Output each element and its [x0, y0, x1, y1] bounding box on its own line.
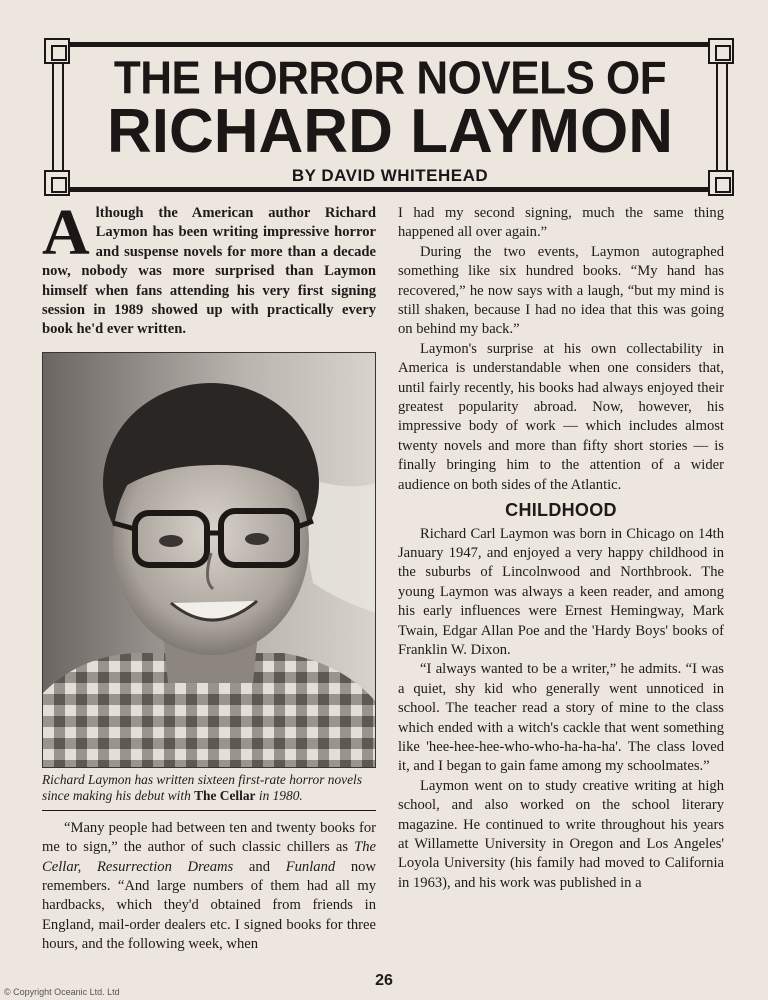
article-title-line2: RICHARD LAYMON — [106, 97, 674, 166]
section-heading: CHILDHOOD — [505, 500, 617, 521]
article-title-line1: THE HORROR NOVELS OF — [113, 52, 667, 105]
drop-cap: A — [42, 196, 90, 269]
left-column — [42, 196, 376, 955]
intro-text: lthough the American author Richard Laymon has been writing impressive horror and suspense novels for more than a decade now, nobody was more surprised than Laymon himself when fans attending his very first signing session in 1989 showed up with practically every book he'd ever written. — [42, 205, 376, 338]
body-paragraph: During the two events, Laymon autographed something like six hundred books. “My hand has recovered,” he now says with a laugh, “but my mind is still shaken, because I had no idea that this was going on behind my back.” — [398, 243, 724, 338]
right-column — [398, 204, 724, 893]
author-photo — [42, 352, 376, 768]
left-body-paragraph: “Many people had between ten and twenty books for me to sign,” the author of such classic chillers as The Cellar, Resurrection Dreams and Funland now remembers. “And large numbers of them had all my hardbacks, which they'd obtained from friends in England, mail-order dealers etc. I signed books for three hours, and the following week, when — [42, 819, 376, 953]
byline: BY DAVID WHITEHEAD — [291, 166, 489, 185]
body-paragraph: I had my second signing, much the same thing happened all over again.” — [398, 205, 724, 241]
body-paragraph: Richard Carl Laymon was born in Chicago on 14th January 1947, and enjoyed a very happy childhood in the suburbs of Lincolnwood and Northbrook. The young Laymon was always a keen reader, and among his early influences were Ernest Hemingway, Mark Twain, Edgar Allan Poe and the 'Hardy Boys' books of Franklin W. Dixon. — [398, 525, 724, 658]
copyright-notice: © Copyright Oceanic Ltd. Ltd — [4, 987, 120, 997]
intro-paragraph — [42, 196, 376, 340]
body-paragraph: “I always wanted to be a writer,” he admits. “I was a quiet, shy kid who generally went unnoticed in school. The teacher read a story of mine to the class which ended with a witch's cackle that went something like 'hee-hee-hee-who-who-ha-ha-ha'. The class loved it, and I began to gain fame among my schoolmates.” — [398, 661, 724, 775]
body-paragraph: Laymon's surprise at his own collectability in America is understandable when one considers that, until fairly recently, his books had always enjoyed their greatest popularity abroad. Now, however, his impressive body of work — which includes almost twenty novels and more than fifty short stories — is finally bringing him to the attention of a wider audience on both sides of the Atlantic. — [398, 340, 724, 493]
page-number: 26 — [375, 972, 393, 989]
photo-caption: Richard Laymon has written sixteen first-rate horror novels since making his debut with The Cellar in 1980. — [42, 772, 376, 811]
body-paragraph: Laymon went on to study creative writing at high school, and also worked on the school literary magazine. He continued to write throughout his years at Willamette University in Oregon and Los Angeles' Loyola University (his family had moved to California in 1963), and his work was published in a — [398, 777, 724, 891]
